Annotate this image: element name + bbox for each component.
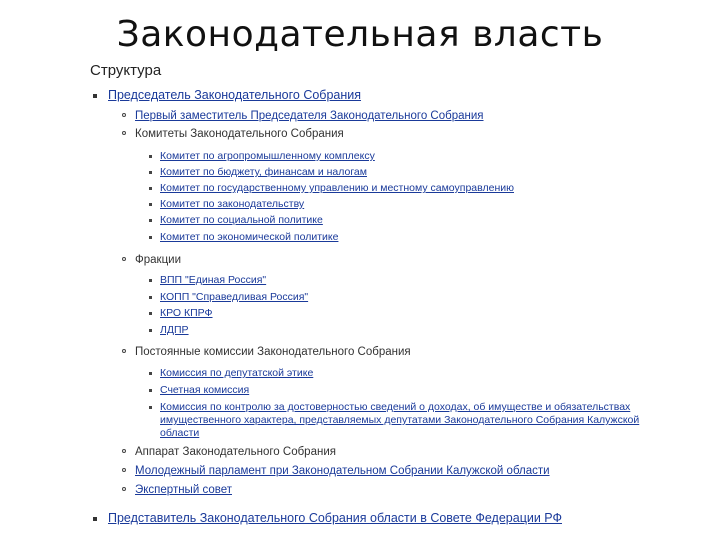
- commission-link[interactable]: Комиссия по депутатской этике: [160, 367, 314, 379]
- faction-item[interactable]: [160, 291, 308, 304]
- committee-item[interactable]: [160, 166, 367, 179]
- federation-council-link[interactable]: Представитель Законодательного Собрания области в Совете Федерации РФ: [108, 511, 562, 525]
- section-heading: Структура: [90, 62, 162, 79]
- square-bullet-icon: [149, 372, 152, 375]
- first-deputy-link[interactable]: Первый заместитель Председателя Законодательного Собрания: [135, 110, 484, 122]
- federation-council-item[interactable]: [108, 512, 562, 525]
- circle-bullet-icon: [122, 113, 126, 117]
- slide-title: Законодательная власть: [116, 14, 604, 55]
- committee-link[interactable]: Комитет по социальной политике: [160, 214, 323, 226]
- square-bullet-icon: [149, 155, 152, 158]
- committee-item[interactable]: [160, 198, 304, 211]
- commission-item[interactable]: [160, 367, 313, 380]
- committee-item[interactable]: [160, 182, 514, 195]
- apparatus-label: Аппарат Законодательного Собрания: [135, 446, 336, 458]
- committee-item[interactable]: [160, 231, 338, 244]
- commissions-heading-label: Постоянные комиссии Законодательного Собрания: [135, 346, 411, 358]
- circle-bullet-icon: [122, 487, 126, 491]
- circle-bullet-icon: [122, 257, 126, 261]
- youth-parliament-item[interactable]: [135, 465, 550, 478]
- chairman-link[interactable]: Председатель Законодательного Собрания: [108, 88, 362, 102]
- committee-link[interactable]: Комитет по экономической политике: [160, 231, 339, 243]
- commissions-heading: [135, 346, 411, 359]
- chairman-item[interactable]: [108, 89, 361, 102]
- committee-link[interactable]: Комитет по государственному управлению и местному самоуправлению: [160, 182, 514, 194]
- factions-heading: [135, 254, 181, 267]
- committees-heading: [135, 128, 344, 141]
- circle-bullet-icon: [122, 468, 126, 472]
- square-bullet-icon: [149, 312, 152, 315]
- committees-heading-label: Комитеты Законодательного Собрания: [135, 128, 344, 140]
- first-deputy-item[interactable]: [135, 110, 484, 123]
- circle-bullet-icon: [122, 349, 126, 353]
- faction-link[interactable]: КОПП "Справедливая Россия": [160, 291, 309, 303]
- factions-heading-label: Фракции: [135, 254, 181, 266]
- square-bullet-icon: [149, 389, 152, 392]
- square-bullet-icon: [149, 296, 152, 299]
- square-bullet-icon: [149, 171, 152, 174]
- square-bullet-icon: [149, 279, 152, 282]
- expert-council-item[interactable]: [135, 484, 232, 497]
- committee-item[interactable]: [160, 150, 375, 163]
- committee-link[interactable]: Комитет по бюджету, финансам и налогам: [160, 166, 367, 178]
- circle-bullet-icon: [122, 131, 126, 135]
- commission-link[interactable]: Комиссия по контролю за достоверностью сведений о доходах, об имуществе и обязательствах имущественного характера, представляемых депутатами Законодательного Собрания Калужской области: [160, 401, 640, 439]
- apparatus-item: [135, 446, 336, 459]
- square-bullet-icon: [149, 406, 152, 409]
- faction-link[interactable]: КРО КПРФ: [160, 307, 213, 319]
- square-bullet-icon: [149, 329, 152, 332]
- committee-item[interactable]: [160, 214, 323, 227]
- circle-bullet-icon: [122, 449, 126, 453]
- commission-item[interactable]: [160, 384, 249, 397]
- faction-link[interactable]: ВПП "Единая Россия": [160, 274, 267, 286]
- faction-item[interactable]: [160, 274, 266, 287]
- committee-link[interactable]: Комитет по законодательству: [160, 198, 305, 210]
- square-bullet-icon: [149, 187, 152, 190]
- expert-council-link[interactable]: Экспертный совет: [135, 484, 232, 496]
- faction-link[interactable]: ЛДПР: [160, 324, 189, 336]
- disc-bullet-icon: [93, 94, 97, 98]
- committee-link[interactable]: Комитет по агропромышленному комплексу: [160, 150, 375, 162]
- youth-parliament-link[interactable]: Молодежный парламент при Законодательном Собрании Калужской области: [135, 465, 550, 477]
- square-bullet-icon: [149, 236, 152, 239]
- faction-item[interactable]: [160, 324, 189, 337]
- commission-link[interactable]: Счетная комиссия: [160, 384, 250, 396]
- commission-item[interactable]: [160, 401, 680, 440]
- faction-item[interactable]: [160, 307, 213, 320]
- disc-bullet-icon: [93, 517, 97, 521]
- square-bullet-icon: [149, 219, 152, 222]
- square-bullet-icon: [149, 203, 152, 206]
